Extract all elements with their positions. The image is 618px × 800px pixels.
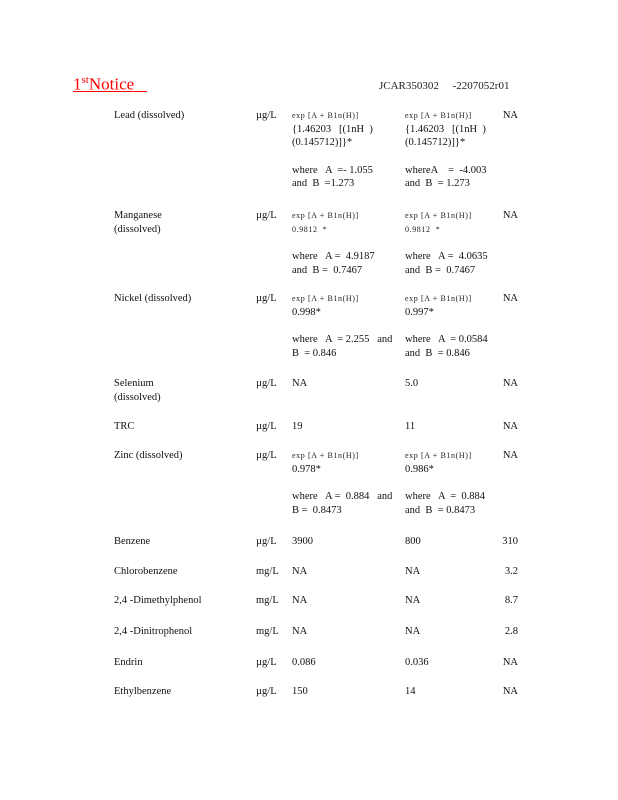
parameter-line: Manganese <box>114 210 162 221</box>
standard-column-3: NA <box>502 378 518 389</box>
standard-column-3: 310 <box>502 536 518 547</box>
unit-cell: µg/L <box>256 657 277 668</box>
standard-column-1 <box>292 449 398 517</box>
formula-constants: and B = 0.7467 <box>292 264 363 276</box>
standard-column-3: 3.2 <box>504 566 518 577</box>
parameter-name <box>114 535 249 549</box>
formula-spacer <box>405 150 505 164</box>
unit-cell: mg/L <box>256 626 279 637</box>
formula-expression: exp [A + B1n(H)] <box>405 451 472 460</box>
parameter-name <box>114 685 249 699</box>
standard-column-1: NA <box>292 626 308 637</box>
standard-column-1: 150 <box>292 686 308 697</box>
parameter-name <box>114 565 249 579</box>
formula-constants: B = 0.846 <box>292 347 337 359</box>
unit-cell: µg/L <box>256 378 277 389</box>
formula-constants: where A = 0.884 <box>405 491 485 502</box>
standard-column-2: 0.036 <box>405 657 429 668</box>
standard-column-3: NA <box>502 657 518 668</box>
notice-title <box>73 74 147 95</box>
formula-spacer <box>405 236 505 250</box>
standard-column-1 <box>292 209 398 277</box>
notice-number: 1 <box>73 74 82 94</box>
formula-constants: where A = 0.884 and <box>292 491 393 502</box>
notice-superscript: st <box>81 74 89 86</box>
formula-expression: exp [A + B1n(H)] <box>292 111 359 120</box>
parameter-line: Benzene <box>114 536 151 547</box>
formula-constants: where A = 4.0635 <box>405 251 488 262</box>
formula-constants: and B = 0.7467 <box>405 264 476 276</box>
unit-cell: µg/L <box>256 293 277 304</box>
formula-expression: exp [A + B1n(H)] <box>292 211 359 220</box>
formula-expression: 0.9812 * <box>405 224 441 234</box>
parameter-line: Zinc (dissolved) <box>114 450 183 461</box>
parameter-name <box>114 449 249 463</box>
formula-factor: {1.46203 [(1nH ) <box>292 123 373 135</box>
parameter-name <box>114 109 249 123</box>
parameter-name <box>114 420 249 434</box>
formula-spacer <box>405 319 505 333</box>
formula-factor: (0.145712)]}* <box>405 137 466 148</box>
formula-constants: and B = 0.846 <box>405 347 470 359</box>
standard-column-1: 19 <box>292 421 303 432</box>
parameter-line: (dissolved) <box>114 223 161 235</box>
standard-column-1: 3900 <box>292 536 313 547</box>
standard-column-3: NA <box>502 293 518 304</box>
formula-constants: B = 0.8473 <box>292 504 342 516</box>
notice-text: Notice <box>88 74 135 94</box>
formula-spacer <box>292 150 398 164</box>
parameter-line: Endrin <box>114 657 143 668</box>
unit-cell: mg/L <box>256 595 279 606</box>
parameter-name <box>114 209 249 236</box>
formula-constants: and B = 0.8473 <box>405 504 476 516</box>
parameter-line: Nickel (dissolved) <box>114 293 192 304</box>
parameter-name <box>114 292 249 306</box>
formula-factor: {1.46203 [(1nH ) <box>405 123 486 135</box>
parameter-line: Chlorobenzene <box>114 566 178 577</box>
formula-factor: 0.998* <box>292 306 321 318</box>
formula-constants: where A = 4.9187 <box>292 251 375 262</box>
parameter-line: 2,4 -Dimethylphenol <box>114 595 202 606</box>
formula-factor: (0.145712)]}* <box>292 137 353 148</box>
unit-cell: µg/L <box>256 450 277 461</box>
parameter-name <box>114 377 249 404</box>
standard-column-2: 5.0 <box>405 378 419 389</box>
standard-column-1: NA <box>292 566 308 577</box>
unit-cell: µg/L <box>256 686 277 697</box>
formula-constants: where A =- 1.055 <box>292 164 373 176</box>
standard-column-1 <box>292 109 398 191</box>
formula-expression: exp [A + B1n(H)] <box>405 111 472 120</box>
standard-column-3: NA <box>502 210 518 221</box>
formula-spacer <box>292 236 398 250</box>
parameter-name <box>114 594 249 608</box>
unit-cell: µg/L <box>256 421 277 432</box>
unit-cell: µg/L <box>256 536 277 547</box>
formula-constants: and B =1.273 <box>292 178 355 189</box>
standard-column-2: 11 <box>405 421 416 432</box>
document-id: JCAR350302 -2207052r01 <box>379 80 510 92</box>
standard-column-1: 0.086 <box>292 657 316 668</box>
unit-cell: µg/L <box>256 210 277 221</box>
formula-expression: exp [A + B1n(H)] <box>292 294 359 303</box>
standard-column-2: NA <box>405 595 421 606</box>
standard-column-2: 800 <box>405 536 421 547</box>
formula-expression: 0.9812 * <box>292 224 328 234</box>
parameter-name <box>114 656 249 670</box>
standard-column-3: NA <box>502 110 518 121</box>
formula-factor: 0.986* <box>405 463 434 475</box>
parameter-name <box>114 625 249 639</box>
standard-column-1: NA <box>292 378 308 389</box>
standard-column-1: NA <box>292 595 308 606</box>
standard-column-3: 2.8 <box>504 626 518 637</box>
formula-expression: exp [A + B1n(H)] <box>405 211 472 220</box>
formula-expression: exp [A + B1n(H)] <box>292 451 359 460</box>
formula-factor: 0.997* <box>405 306 434 318</box>
unit-cell: mg/L <box>256 566 279 577</box>
standard-column-3: NA <box>502 421 518 432</box>
formula-constants: whereA = -4.003 <box>405 164 487 176</box>
standard-column-2: NA <box>405 566 421 577</box>
standard-column-3: 8.7 <box>504 595 518 606</box>
parameter-line: TRC <box>114 421 135 432</box>
parameter-line: Lead (dissolved) <box>114 110 185 121</box>
formula-constants: and B = 1.273 <box>405 178 470 189</box>
formula-spacer <box>405 476 505 490</box>
standard-column-2: NA <box>405 626 421 637</box>
formula-constants: where A = 2.255 and <box>292 334 393 345</box>
formula-expression: exp [A + B1n(H)] <box>405 294 472 303</box>
standard-column-1 <box>292 292 398 360</box>
formula-spacer <box>292 319 398 333</box>
standard-column-3: NA <box>502 450 518 461</box>
parameter-line: 2,4 -Dinitrophenol <box>114 626 193 637</box>
standard-column-3: NA <box>502 686 518 697</box>
unit-cell: µg/L <box>256 110 277 121</box>
formula-spacer <box>292 476 398 490</box>
parameter-line: Ethylbenzene <box>114 686 172 697</box>
formula-constants: where A = 0.0584 <box>405 334 488 345</box>
parameter-line: (dissolved) <box>114 391 161 403</box>
parameter-line: Selenium <box>114 378 154 389</box>
formula-factor: 0.978* <box>292 463 321 475</box>
standard-column-2: 14 <box>405 686 416 697</box>
